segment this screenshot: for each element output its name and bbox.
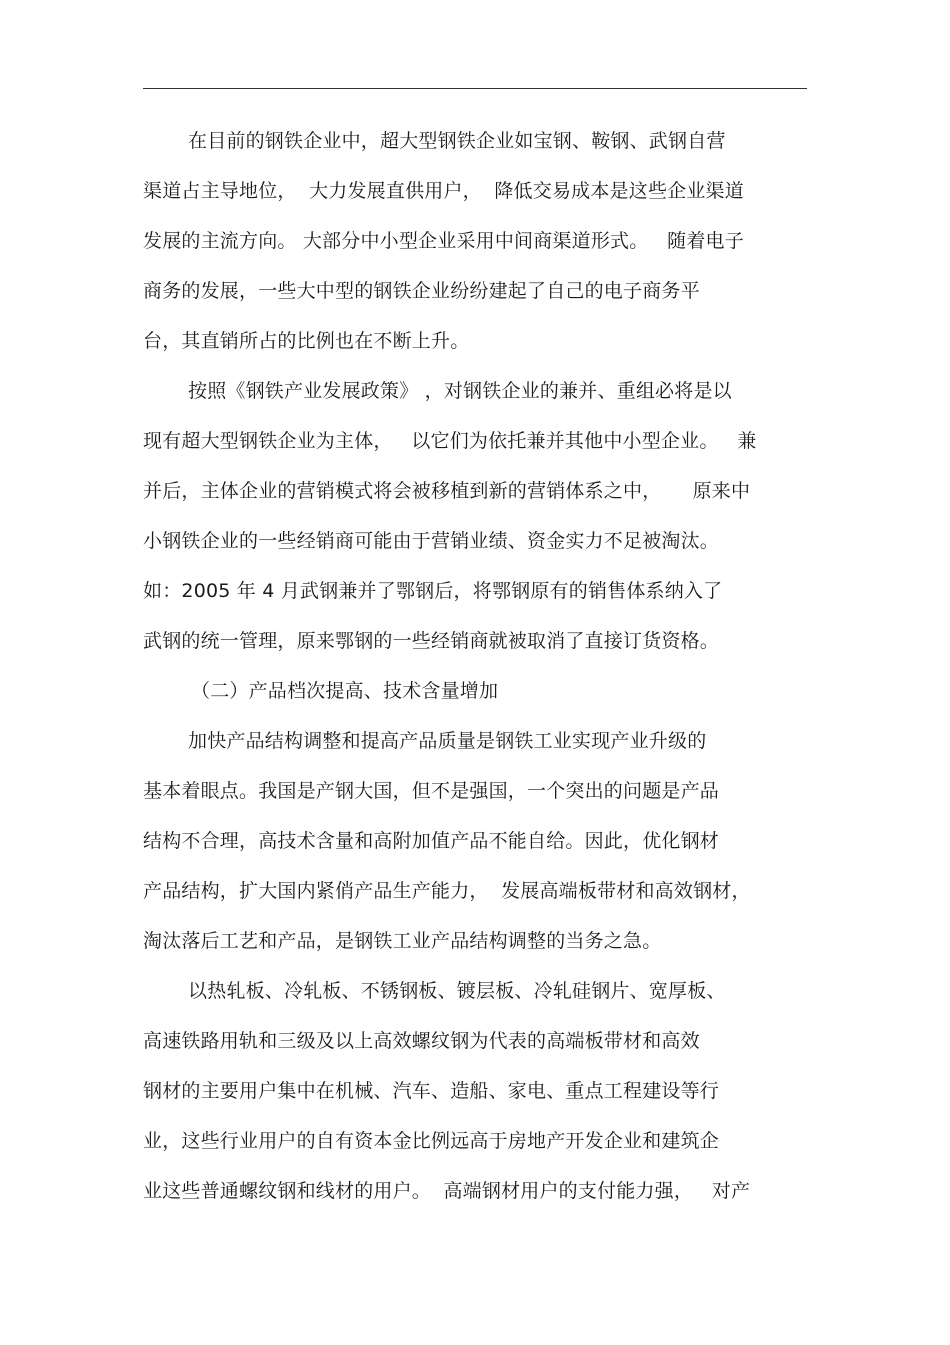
- paragraph-line: 发展的主流方向。 大部分中小型企业采用中间商渠道形式。 随着电子: [143, 230, 744, 252]
- paragraph-line: 产品结构，扩大国内紧俏产品生产能力， 发展高端板带材和高效钢材，: [143, 880, 751, 902]
- paragraph-line: 以热轧板、冷轧板、不锈钢板、镀层板、冷轧硅钢片、宽厚板、: [188, 980, 726, 1002]
- paragraph-line: 武钢的统一管理，原来鄂钢的一些经销商就被取消了直接订货资格。: [143, 630, 720, 652]
- paragraph-line: 结构不合理，高技术含量和高附加值产品不能自给。因此，优化钢材: [143, 830, 720, 852]
- paragraph-line: 高速铁路用轨和三级及以上高效螺纹钢为代表的高端板带材和高效: [143, 1030, 700, 1052]
- paragraph-line: 加快产品结构调整和提高产品质量是钢铁工业实现产业升级的: [188, 730, 707, 752]
- paragraph-line: 小钢铁企业的一些经销商可能由于营销业绩、资金实力不足被淘汰。: [143, 530, 720, 552]
- body-text: [143, 122, 807, 1222]
- paragraph-line: 并后，主体企业的营销模式将会被移植到新的营销体系之中， 原来中: [143, 480, 751, 502]
- header-rule: [143, 88, 807, 89]
- paragraph-line: 钢材的主要用户集中在机械、汽车、造船、家电、重点工程建设等行: [143, 1080, 720, 1102]
- paragraph-line: 如：2005 年 4 月武钢兼并了鄂钢后，将鄂钢原有的销售体系纳入了: [143, 580, 723, 602]
- paragraph-line: 按照《钢铁产业发展政策》 ，对钢铁企业的兼并、重组必将是以: [188, 380, 732, 402]
- paragraph-line: 台，其直销所占的比例也在不断上升。: [143, 330, 470, 352]
- paragraph-line: 在目前的钢铁企业中，超大型钢铁企业如宝钢、鞍钢、武钢自营: [188, 130, 726, 152]
- paragraph-line: 渠道占主导地位， 大力发展直供用户， 降低交易成本是这些企业渠道: [143, 180, 744, 202]
- paragraph-line: 商务的发展，一些大中型的钢铁企业纷纷建起了自己的电子商务平: [143, 280, 700, 302]
- paragraph-line: 淘汰落后工艺和产品，是钢铁工业产品结构调整的当务之急。: [143, 930, 662, 952]
- paragraph-line: 业，这些行业用户的自有资本金比例远高于房地产开发企业和建筑企: [143, 1130, 720, 1152]
- paragraph-line: 现有超大型钢铁企业为主体， 以它们为依托兼并其他中小型企业。 兼: [143, 430, 757, 452]
- paragraph-line: 业这些普通螺纹钢和线材的用户。 高端钢材用户的支付能力强， 对产: [143, 1180, 751, 1202]
- paragraph-line: 基本着眼点。我国是产钢大国，但不是强国，一个突出的问题是产品: [143, 780, 720, 802]
- section-heading: （二）产品档次提高、技术含量增加: [191, 680, 499, 702]
